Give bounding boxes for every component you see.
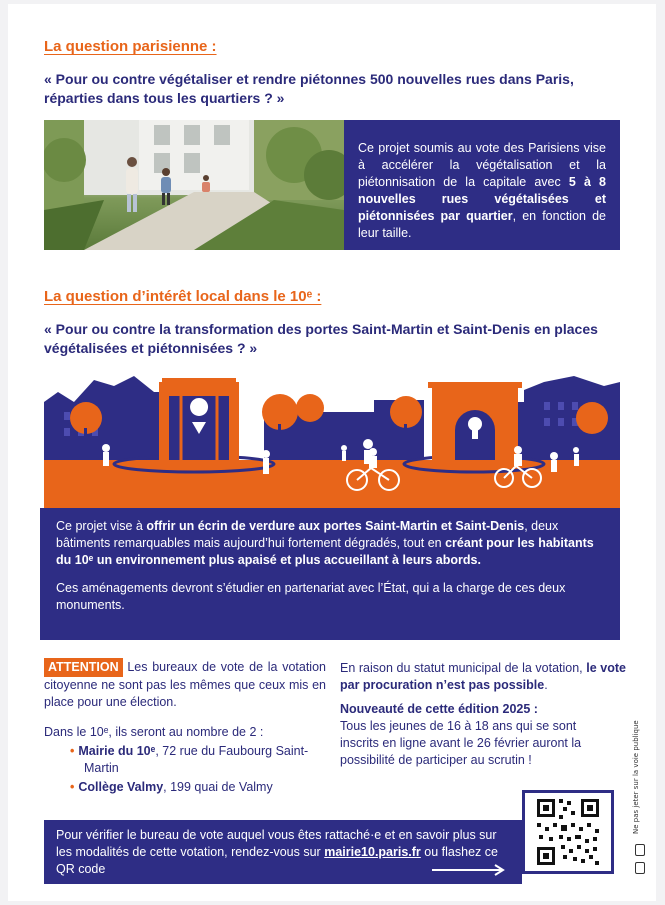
attention-badge: ATTENTION	[44, 658, 123, 677]
section2-box-bold1: offrir un écrin de verdure aux portes Saint-Martin et Saint-Denis	[146, 519, 525, 533]
place1-address: , 72 rue du Faubourg Saint-Martin	[84, 744, 309, 775]
portes-illustration	[44, 372, 620, 510]
section2-box-text-a: Ce projet vise à	[56, 519, 147, 533]
attention-text: Les bureaux de vote de la votation citoyenne ne sont pas les mêmes que ceux mis en place pour une élection.	[44, 660, 326, 709]
side-note: Ne pas jeter sur la voie publique	[632, 720, 640, 834]
qr-code[interactable]	[522, 790, 614, 874]
proxy-end: .	[544, 678, 548, 692]
section2-box-bold2: créant pour les habitants du 10ᵉ un environnement plus apaisé et plus accueillant à leurs abords.	[56, 536, 594, 567]
place2-name: Collège Valmy	[78, 780, 164, 794]
attention-block	[44, 658, 326, 711]
proxy-text: En raison du statut municipal de la votation,	[340, 661, 587, 675]
section2-info-box	[40, 508, 620, 640]
section2-box-text-b: , deux bâtiments remarquables mais aujourd’hui fortement dégradés, tout en	[56, 519, 559, 550]
polling-place-1	[70, 743, 326, 777]
flyer-page	[8, 4, 656, 901]
footer-text: Pour vérifier le bureau de vote auquel vous êtes rattaché·e et en savoir plus sur les modalités de cette votation, rendez-vous sur	[56, 828, 497, 859]
section2-question: « Pour ou contre la transformation des portes Saint-Martin et Saint-Denis en places végétalisées et piétonnisées ? »	[44, 321, 598, 356]
section1-heading: La question parisienne :	[44, 38, 217, 55]
section2-box-partnership: Ces aménagements devront s’étudier en partenariat avec l’État, qui a la charge de ces deux monuments.	[56, 581, 566, 612]
footer-box	[44, 820, 522, 884]
section1-box-text-end: , en fonction de leur taille.	[358, 209, 606, 240]
proxy-bold: le vote par procuration n’est pas possible	[340, 661, 626, 692]
section1-question: « Pour ou contre végétaliser et rendre piétonnes 500 nouvelles rues dans Paris, réparties dans tous les quartiers ? »	[44, 71, 574, 106]
proxy-note	[340, 660, 626, 694]
new-edition-text: Tous les jeunes de 16 à 18 ans qui se sont inscrits en ligne avant le 26 février auront la possibilité de participer au scrutin !	[340, 719, 582, 767]
polling-place-2	[70, 779, 326, 796]
footer-link[interactable]: mairie10.paris.fr	[324, 845, 421, 859]
place1-name: Mairie du 10ᵉ	[78, 744, 156, 758]
bullet-icon: •	[70, 780, 75, 794]
section1-box-bold: 5 à 8 nouvelles rues végétalisées et piétonnisées par quartier	[358, 175, 606, 223]
polling-count: Dans le 10ᵉ, ils seront au nombre de 2 :	[44, 725, 264, 739]
trash-icon	[635, 862, 645, 874]
bullet-icon: •	[70, 744, 75, 758]
new-edition-heading: Nouveauté de cette édition 2025 :	[340, 702, 538, 716]
section1-info-box	[344, 120, 620, 250]
section1-box-text: Ce projet soumis au vote des Parisiens vise à accélérer la végétalisation et la piétonnisation de la capitale avec	[358, 141, 606, 189]
recycle-icon	[635, 844, 645, 856]
footer-after-link: ou flashez ce QR code	[56, 845, 498, 876]
street-photo	[44, 120, 344, 250]
arrow-right-icon	[432, 864, 506, 876]
section2-heading: La question d’intérêt local dans le 10ᵉ :	[44, 288, 322, 305]
place2-address: , 199 quai de Valmy	[163, 780, 273, 794]
